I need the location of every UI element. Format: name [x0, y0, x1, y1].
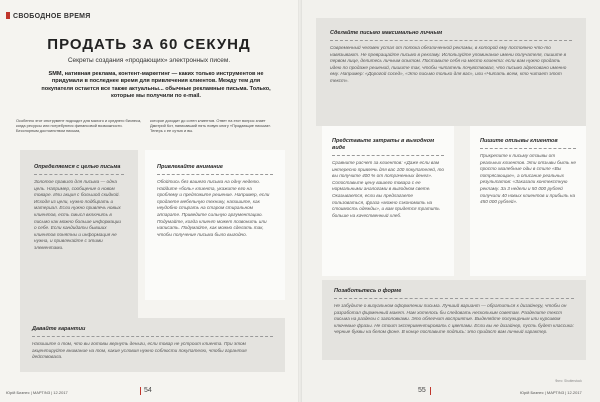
tip-box-costs — [322, 126, 454, 276]
page-number-marker — [430, 387, 431, 395]
page-number-marker — [140, 387, 141, 395]
article-subtitle: Секреты создания «продающих» электронных писем. — [67, 57, 231, 64]
divider — [334, 298, 574, 299]
page-spine — [298, 0, 302, 402]
divider — [332, 155, 444, 156]
tip-title-attention: Привлекайте внимание — [157, 164, 223, 170]
intro-column-left: Особенно этот инструмент подходит для малого и среднего бизнеса, когда ресурсы или потребуются финансовой возможности. Бесспорным достоинством письма, — [16, 118, 142, 134]
tip-title-goal: Определяемся с целью письма — [34, 164, 121, 170]
section-label — [6, 12, 91, 20]
photo-credit: Фото: Shutterstock — [555, 379, 582, 383]
tip-box-format — [322, 280, 586, 360]
tip-box-results — [470, 126, 586, 276]
footer-right: Юрій Бизнес | МАРТ/N3 | 12.2017 — [520, 390, 582, 395]
page-number-left: 54 — [144, 387, 152, 394]
tip-title-concise: Сделайте письмо максимально личным — [330, 30, 443, 36]
divider — [480, 148, 576, 149]
tip-title-guarantees: Давайте гарантии — [32, 326, 86, 332]
tip-title-costs: Представьте затраты в выгодном виде — [332, 138, 435, 151]
divider — [34, 174, 124, 175]
tip-text-costs: Сравните расчет за клиентов: «Даже если вам интересно привлечь для вас 100 покупателей, то вы получите 400 % от потраченных денег». Сопоставьте цену вашего товара с ее нормальными аналогами в выгодном свете. Оказывается, если вы предлагаете пользоваться, фраза «можно сэкономить на стоимость одежды», и вам придется тратить больше на качественный хлеб. — [332, 160, 444, 218]
divider — [330, 40, 572, 41]
article-lead: SMM, нативная реклама, контент-маркетинг — каких только инструментов не придумали в последнее время для привлечения клиентов. Между тем для покупателя остается все также актуальны... обычные рекламные письма. Только, которые мы получили по e-mail. — [41, 71, 271, 100]
tip-box-goal — [20, 150, 138, 322]
divider — [157, 174, 273, 175]
tip-text-format: Не забудьте о визуальном оформлении письма. Лучший вариант — обратиться к дизайнеру, чтобы он разработал фирменный макет. Нам хотелось бы следовать нескольким советам. Разделите текст письма на разделы с заголовками. Это облегчит восприятие. Выделяйте полужирным или курсивом ключевые фразы. Не стоит экспериментировать с цветами. Если вы не дизайнер, пусть будет классика: черные буквы на белом фоне. В конце поставьте подпись: это придаст вам личный характер. — [334, 303, 574, 335]
intro-column-right: которое доходит до сотен клиентов. Ответ на этот вопрос знает Дмитрий Кот, написавший пять новую книгу «Продающие письма». Теперь с ее сутью и вы. — [150, 118, 272, 134]
tip-text-goal: Золотое правило для письма — одна цель. Например, сообщение о новом товаре. Или акция с большой скидкой. Исходя из цели, нужно подбирать и материал. Если нужно привлечь новых клиентов, есть смысл включить в письмо как можно больше информации о себе. Если кандидаты бывших клиентов понятны и информация не нужна, и привлекайте с этими элементами. — [34, 179, 121, 250]
tip-box-attention — [145, 150, 285, 300]
tip-title-results: Пишите отзывы клиентов — [480, 138, 558, 144]
section-marker — [6, 12, 10, 19]
tip-text-guarantees: Напишите о том, что вы готовы вернуть деньги, если товар не устроит клиента. При этом акцентируйте внимание на том, какие условия нужно соблюсти покупателю, чтобы гарантия действовала. — [32, 341, 247, 360]
divider — [32, 336, 273, 337]
article-title: ПРОДАТЬ ЗА 60 СЕКУНД — [47, 36, 251, 53]
page-number-right: 55 — [418, 387, 426, 394]
tip-box-concise — [316, 18, 586, 126]
footer-left: Юрій Бизнес | МАРТ/N3 | 12.2017 — [6, 390, 68, 395]
tip-text-results: Прикрепите к письму отзывы от реальных клиентов. Эти отзывы быть не просто хвалебные оды в стиле «Вы потрясающие», а описание реальных результатов: «Заказали контекстную рекламу. За 3 недели и 50 000 рублей получили 40 новых клиентов и прибыль на 450 000 рублей». — [480, 153, 576, 205]
tip-title-format: Позаботьтесь о форме — [334, 288, 402, 294]
tip-text-attention: Обойтись без вашего письма на одну неделю. Найдите «боль» клиента, укажите его на проблему и предложите решение. Например, если продаете мебельную технику, напишите, как неудобно стирать на старом стиральном аппарате. Приведите сильную аргументацию. Подумайте, когда клиент может позвонить или написать. Подумайте, как можно сделать так, чтобы получение письма было выгодно. — [157, 179, 270, 237]
tip-box-guarantees — [20, 318, 285, 372]
tip-text-concise: Современный человек устал от потока обезличенной рекламы, в которой ему постоянно что-то навязывают. Не превращайте письмо в рекламу. Используйте упоминание имени получателя, пишите в первом лице, делитесь личным опытом. Поставьте себя на место клиента: если вам нужно продать идею по продаже решений, пишите так, чтобы читатель почувствовал, что письмо адресовано именно ему. Например: «Дорогой сосед», «Это письмо только для вас», или «Читать всем, кто читает этот текст». — [330, 45, 567, 83]
section-label-text: СВОБОДНОЕ ВРЕМЯ — [13, 13, 91, 20]
